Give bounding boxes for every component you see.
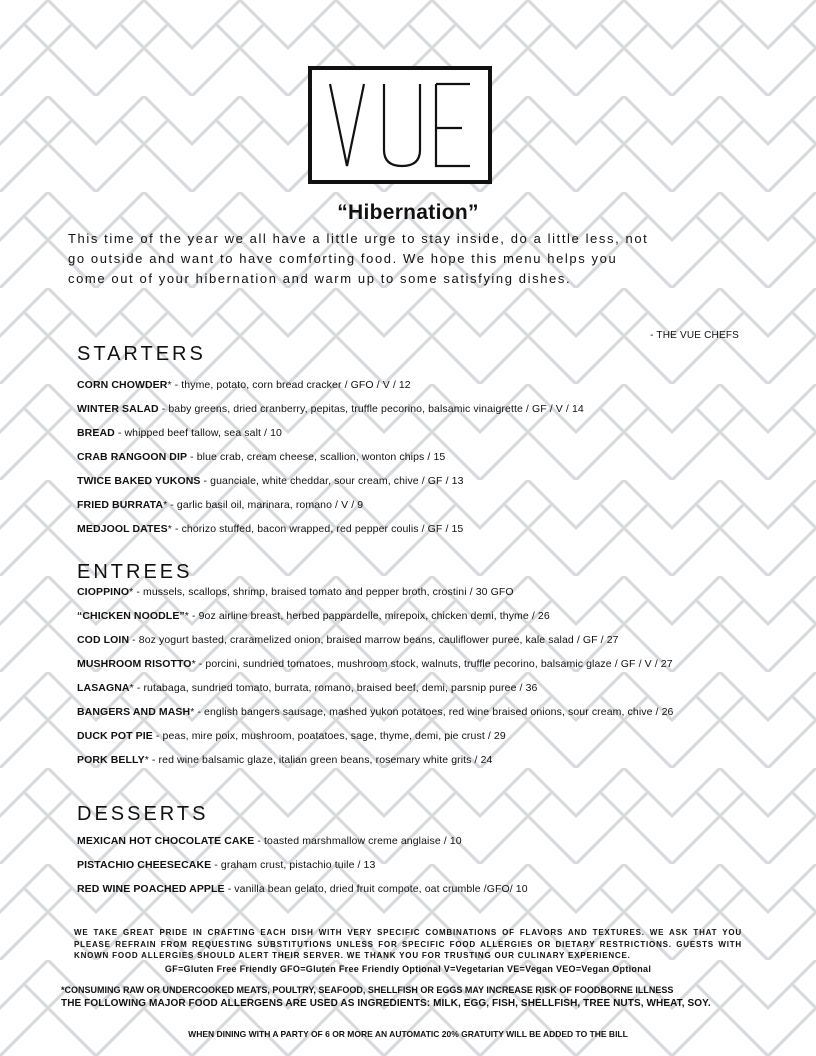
item-name: PISTACHIO CHEESECAKE [77, 859, 212, 871]
menu-item [77, 475, 797, 499]
item-desc: * - porcini, sundried tomatoes, mushroom stock, walnuts, truffle pecorino, balsamic glaze / GF / V / 27 [191, 658, 673, 670]
menu-item [77, 403, 797, 427]
menu-item [77, 883, 797, 907]
item-desc: - baby greens, dried cranberry, pepitas, truffle pecorino, balsamic vinaigrette / GF / V / 14 [158, 403, 584, 415]
item-desc: * - garlic basil oil, marinara, romano / V / 9 [163, 499, 364, 511]
item-desc: * - red wine balsamic glaze, italian green beans, rosemary white grits / 24 [144, 754, 493, 766]
item-desc: - blue crab, cream cheese, scallion, wonton chips / 15 [187, 451, 446, 463]
item-desc: - peas, mire poix, mushroom, poatatoes, sage, thyme, demi, pie crust / 29 [152, 730, 506, 742]
item-name: LASAGNA [77, 682, 130, 694]
vue-logo [308, 66, 492, 184]
menu-item [77, 835, 797, 859]
item-name: CIOPPINO [77, 586, 130, 598]
item-name: COD LOIN [77, 634, 130, 646]
menu-item [77, 379, 797, 403]
intro-line: come out of your hibernation and warm up to some satisfying dishes. [68, 271, 572, 286]
item-desc: * - english bangers sausage, mashed yukon potatoes, red wine braised onions, sour cream, chive / 26 [190, 706, 674, 718]
substitution-notice: WE TAKE GREAT PRIDE IN CRAFTING EACH DISH WITH VERY SPECIFIC COMBINATIONS OF FLAVORS AND TEXTURES. WE ASK THAT YOU PLEASE REFRAIN FROM REQUESTING SUBSTITUTIONS UNLESS FOR SPECIFIC FOOD ALLERGIES OR DIETARY RESTRICTIONS. GUESTS WITH KNOWN FOOD ALLERGIES SHOULD ALERT THEIR SERVER. WE THANK YOU FOR TRUSTING OUR CULINARY EXPERIENCE. [74, 928, 742, 960]
raw-food-warning: *CONSUMING RAW OR UNDERCOOKED MEATS, POULTRY, SEAFOOD, SHELLFISH OR EGGS MAY INCREASE RISK OF FOODBORNE ILLNESS [61, 985, 674, 995]
dietary-legend: GF=Gluten Free Friendly GFO=Gluten Free Friendly Optional V=Vegetarian VE=Vegan VEO=Vegan Optional [164, 964, 652, 974]
vue-logo-mark [312, 70, 488, 180]
menu-item [77, 610, 797, 634]
item-desc: - toasted marshmallow creme anglaise / 10 [254, 835, 462, 847]
item-desc: - whipped beef tallow, sea salt / 10 [114, 427, 282, 439]
item-name: MEDJOOL DATES [77, 523, 168, 535]
menu-item [77, 682, 797, 706]
item-name: CRAB RANGOON DIP [77, 451, 188, 463]
entrees-list [77, 586, 797, 778]
menu-item [77, 523, 797, 547]
item-desc: - graham crust, pistachio tuile / 13 [211, 859, 376, 871]
menu-item [77, 634, 797, 658]
starters-heading: STARTERS [77, 343, 206, 365]
item-name: PORK BELLY [77, 754, 145, 766]
intro-line: go outside and want to have comforting food. We hope this menu helps you [68, 251, 618, 266]
item-name: “CHICKEN NOODLE” [77, 610, 185, 622]
menu-item [77, 859, 797, 883]
allergen-statement: THE FOLLOWING MAJOR FOOD ALLERGENS ARE USED AS INGREDIENTS: MILK, EGG, FISH, SHELLFISH, TREE NUTS, WHEAT, SOY. [61, 998, 711, 1009]
item-desc: * - chorizo stuffed, bacon wrapped, red pepper coulis / GF / 15 [167, 523, 464, 535]
menu-item [77, 586, 797, 610]
item-desc: * - 9oz airline breast, herbed pappardelle, mirepoix, chicken demi, thyme / 26 [184, 610, 550, 622]
desserts-heading: DESSERTS [77, 803, 209, 825]
gratuity-notice: WHEN DINING WITH A PARTY OF 6 OR MORE AN AUTOMATIC 20% GRATUITY WILL BE ADDED TO THE BILL [188, 1029, 628, 1039]
item-name: DUCK POT PIE [77, 730, 153, 742]
menu-item [77, 754, 797, 778]
item-name: MUSHROOM RISOTTO [77, 658, 192, 670]
item-name: WINTER SALAD [77, 403, 159, 415]
chef-signature: - THE VUE CHEFS [650, 330, 739, 341]
intro-line: This time of the year we all have a little urge to stay inside, do a little less, not [68, 231, 649, 246]
item-desc: * - rutabaga, sundried tomato, burrata, romano, braised beef, demi, parsnip puree / 36 [129, 682, 538, 694]
item-desc: * - thyme, potato, corn bread cracker / GFO / V / 12 [167, 379, 411, 391]
item-name: BANGERS AND MASH [77, 706, 191, 718]
item-desc: - vanilla bean gelato, dried fruit compote, oat crumble /GFO/ 10 [224, 883, 528, 895]
item-name: FRIED BURRATA [77, 499, 164, 511]
menu-item [77, 451, 797, 475]
item-name: RED WINE POACHED APPLE [77, 883, 225, 895]
item-desc: - guanciale, white cheddar, sour cream, chive / GF / 13 [200, 475, 464, 487]
item-desc: - 8oz yogurt basted, craramelized onion, braised marrow beans, cauliflower puree, kale salad / GF / 27 [129, 634, 619, 646]
item-desc: * - mussels, scallops, shrimp, braised tomato and pepper broth, crostini / 30 GFO [129, 586, 514, 598]
menu-title: “Hibernation” [337, 201, 479, 224]
desserts-list [77, 835, 797, 907]
item-name: CORN CHOWDER [77, 379, 168, 391]
menu-item [77, 706, 797, 730]
starters-list [77, 379, 797, 547]
menu-item [77, 658, 797, 682]
item-name: BREAD [77, 427, 115, 439]
menu-item [77, 730, 797, 754]
item-name: MEXICAN HOT CHOCOLATE CAKE [77, 835, 255, 847]
entrees-heading: ENTREES [77, 561, 193, 583]
menu-item [77, 427, 797, 451]
item-name: TWICE BAKED YUKONS [77, 475, 201, 487]
menu-item [77, 499, 797, 523]
intro-text [68, 229, 768, 289]
